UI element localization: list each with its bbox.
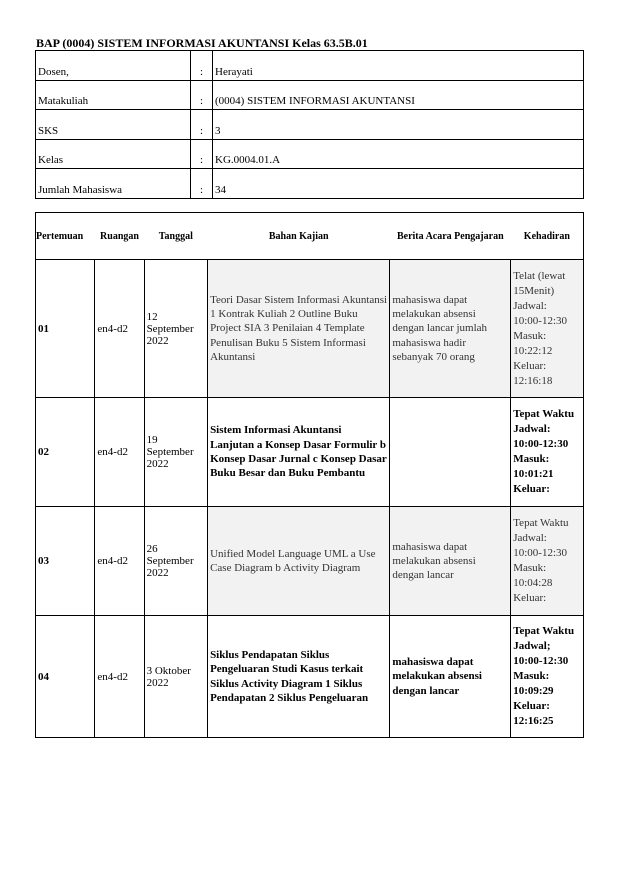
info-row-kelas [36, 139, 584, 169]
info-label: Dosen, [36, 51, 191, 81]
info-separator: : [191, 139, 213, 169]
row-kehadiran [511, 507, 584, 616]
header-berita-acara: Berita Acara Pengajaran [390, 213, 511, 260]
kehadiran-line: 10:04:28 [513, 577, 553, 589]
row-tanggal: 19 September 2022 [144, 398, 208, 507]
row-pertemuan: 04 [36, 616, 95, 738]
table-row [36, 507, 584, 616]
info-separator: : [191, 51, 213, 81]
row-pertemuan: 03 [36, 507, 95, 616]
row-bahan-kajian: Unified Model Language UML a Use Case Diagram b Activity Diagram [208, 507, 390, 616]
kehadiran-line: Jadwal: [513, 532, 547, 544]
kehadiran-line: 10:00-12:30 [513, 547, 568, 559]
header-bahan-kajian: Bahan Kajian [208, 213, 390, 260]
info-value: KG.0004.01.A [213, 139, 584, 169]
info-row-matakuliah [36, 80, 584, 110]
kehadiran-line: Keluar: [513, 592, 547, 604]
row-pertemuan: 01 [36, 260, 95, 398]
row-berita-acara: mahasiswa dapat melakukan absensi dengan lancar jumlah mahasiswa hadir sebanyak 70 orang [390, 260, 511, 398]
meeting-schedule-table [35, 212, 584, 738]
info-label: Kelas [36, 139, 191, 169]
kehadiran-line: Telat (lewat 15Menit) [513, 269, 566, 297]
row-ruangan: en4-d2 [95, 398, 144, 507]
kehadiran-line: 10:00-12:30 [513, 655, 569, 667]
kehadiran-line: Masuk: [513, 329, 547, 342]
header-ruangan: Ruangan [95, 213, 144, 260]
kehadiran-line: 10:09:29 [513, 685, 554, 697]
row-bahan-kajian: Teori Dasar Sistem Informasi Akuntansi 1 Kontrak Kuliah 2 Outline Buku Project SIA 3 Penilaian 4 Template Penulisan Buku 5 Sistem Informasi Akuntansi [208, 260, 390, 398]
row-berita-acara: mahasiswa dapat melakukan absensi dengan lancar [390, 616, 511, 738]
row-bahan-kajian: Siklus Pendapatan Siklus Pengeluaran Studi Kasus terkait Siklus Activity Diagram 1 Siklus Pendapatan 2 Siklus Pengeluaran [208, 616, 390, 738]
table-row [36, 260, 584, 398]
info-value: Herayati [213, 51, 584, 81]
kehadiran-line: 10:22:12 [513, 344, 553, 357]
info-label: SKS [36, 110, 191, 140]
kehadiran-line: 12:16:18 [513, 374, 553, 387]
row-pertemuan: 02 [36, 398, 95, 507]
table-row [36, 398, 584, 507]
kehadiran-line: Tepat Waktu [513, 517, 569, 529]
row-kehadiran [511, 616, 584, 738]
info-row-dosen [36, 51, 584, 81]
info-row-sks [36, 110, 584, 140]
kehadiran-line: Masuk: [513, 562, 547, 574]
info-label: Jumlah Mahasiswa [36, 169, 191, 199]
row-kehadiran [511, 398, 584, 507]
header-tanggal: Tanggal [144, 213, 208, 260]
course-info-table [35, 50, 584, 199]
kehadiran-line: Masuk: [513, 670, 550, 682]
row-tanggal: 12 September 2022 [144, 260, 208, 398]
kehadiran-line: 10:01:21 [513, 468, 554, 480]
info-separator: : [191, 110, 213, 140]
row-ruangan: en4-d2 [95, 507, 144, 616]
info-value: 34 [213, 169, 584, 199]
row-berita-acara [390, 398, 511, 507]
header-pertemuan: Pertemuan [36, 213, 95, 260]
row-bahan-kajian: Sistem Informasi Akuntansi Lanjutan a Konsep Dasar Formulir b Konsep Dasar Jurnal c Konsep Dasar Buku Besar dan Buku Pembantu [208, 398, 390, 507]
info-value: (0004) SISTEM INFORMASI AKUNTANSI [213, 80, 584, 110]
table-row [36, 616, 584, 738]
kehadiran-line: 10:00-12:30 [513, 438, 569, 450]
row-ruangan: en4-d2 [95, 260, 144, 398]
info-separator: : [191, 80, 213, 110]
info-separator: : [191, 169, 213, 199]
header-kehadiran: Kehadiran [511, 213, 584, 260]
kehadiran-line: Keluar: [513, 700, 550, 712]
row-tanggal: 3 Oktober 2022 [144, 616, 208, 738]
info-label: Matakuliah [36, 80, 191, 110]
document-title: BAP (0004) SISTEM INFORMASI AKUNTANSI Kelas 63.5B.01 [36, 36, 368, 50]
kehadiran-line: Jadwal: [513, 299, 547, 312]
kehadiran-line: Jadwal; [513, 640, 551, 652]
kehadiran-line: Keluar: [513, 359, 547, 372]
row-kehadiran [511, 260, 584, 398]
row-berita-acara: mahasiswa dapat melakukan absensi dengan lancar [390, 507, 511, 616]
row-ruangan: en4-d2 [95, 616, 144, 738]
kehadiran-line: Tepat Waktu [513, 408, 575, 420]
row-tanggal: 26 September 2022 [144, 507, 208, 616]
kehadiran-line: Masuk: [513, 453, 550, 465]
kehadiran-line: 12:16:25 [513, 715, 554, 727]
kehadiran-line: Keluar: [513, 483, 550, 495]
kehadiran-line: Jadwal: [513, 423, 551, 435]
info-value: 3 [213, 110, 584, 140]
table-header-row [36, 213, 584, 260]
kehadiran-line: 10:00-12:30 [513, 314, 568, 327]
info-row-jumlah-mahasiswa [36, 169, 584, 199]
kehadiran-line: Tepat Waktu [513, 625, 575, 637]
